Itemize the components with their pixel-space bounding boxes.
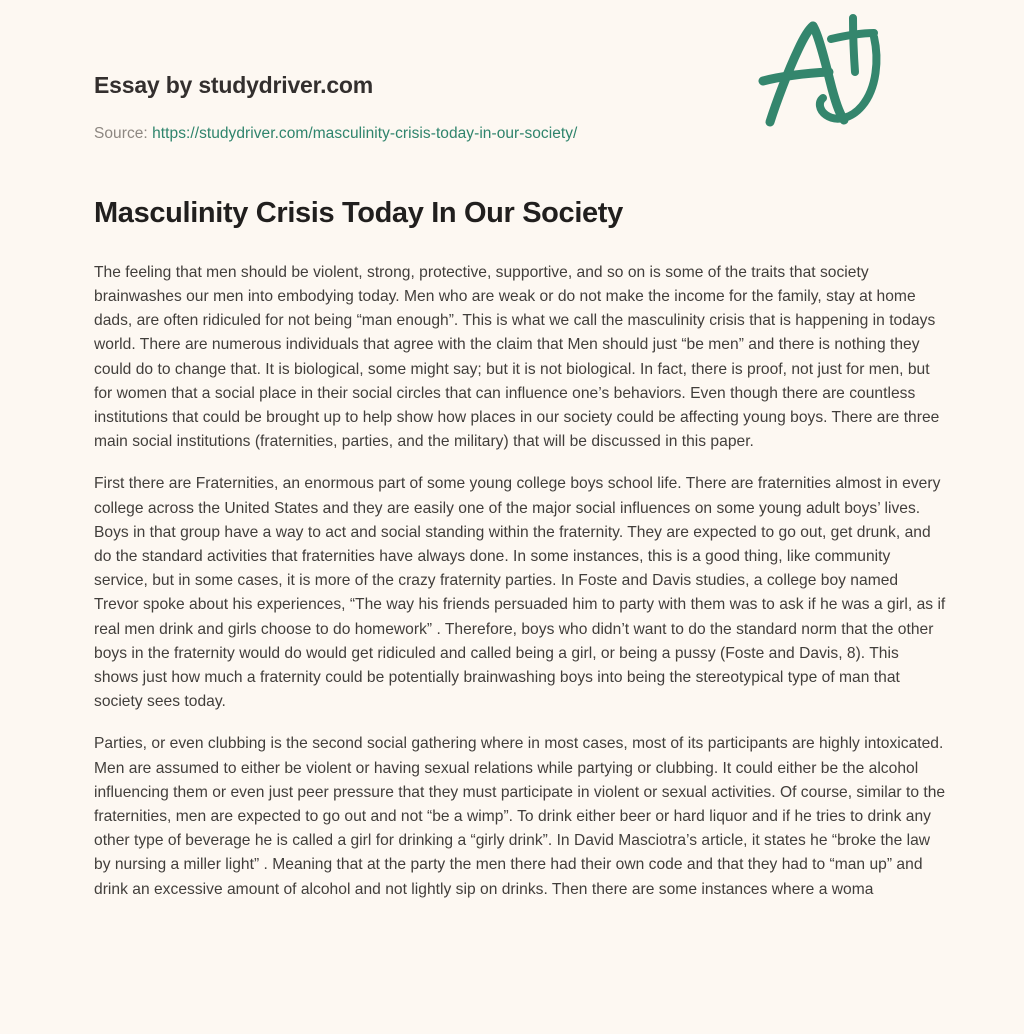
studydriver-a-plus-logo[interactable] [752,10,884,140]
paragraph: Parties, or even clubbing is the second social gathering where in most cases, most of its participants are highly intoxicated. Men are assumed to either be violent or having sexual relations while partying or clubbing. It could either be the alcohol influencing them or even just peer pressure that they must participate in violent or sexual activities. Of course, similar to the fraternities, men are expected to go out and not “be a wimp”. To drink either beer or hard liquor and if he tries to drink any other type of beverage he is called a girl for drinking a “girly drink”. In David Masciotra’s article, it states he “broke the law by nursing a miller light” . Meaning that at the party the men there had their own code and that they had to “man up” and drink an excessive amount of alcohol and not lightly sip on drinks. Then there are some instances where a woma [94,735,946,898]
source-line [94,125,577,143]
page-header [94,0,946,196]
a-plus-icon [752,10,884,140]
paragraph: First there are Fraternities, an enormous part of some young college boys school life. There are fraternities almost in every college across the United States and they are easily one of the major social influences on some young adult boys’ lives. Boys in that group have a way to act and social standing within the fraternity. They are expected to go out, get drunk, and do the standard activities that fraternities have always done. In some instances, this is a good thing, like community service, but in some cases, it is more of the crazy fraternity parties. In Foste and Davis studies, a college boy named Trevor spoke about his experiences, “The way his friends persuaded him to party with them was to ask if he was a girl, as if real men drink and girls choose to do homework” . Therefore, boys who didn’t want to do the standard norm that the other boys in the fraternity would do would get ridiculed and called being a girl, or being a pussy (Foste and Davis, 8). This shows just how much a fraternity could be potentially brainwashing boys into being the stereotypical type of man that society sees today. [94,475,946,711]
source-label: Source: [94,125,148,142]
page-title: Masculinity Crisis Today In Our Society [94,197,623,229]
article-body [94,261,946,902]
essay-attribution: Essay by studydriver.com [94,72,374,98]
source-url-link[interactable]: https://studydriver.com/masculinity-crisis-today-in-our-society/ [152,125,578,142]
paragraph: The feeling that men should be violent, strong, protective, supportive, and so on is some of the traits that society brainwashes our men into embodying today. Men who are weak or do not make the income for the family, stay at home dads, are often ridiculed for not being “man enough”. This is what we call the masculinity crisis that is happening in todays world. There are numerous individuals that agree with the claim that Men should just “be men” and there is nothing they could do to change that. It is biological, some might say; but it is not biological. In fact, there is proof, not just for men, but for women that a social place in their social circles that can influence one’s behaviors. Even though there are countless institutions that could be brought up to help show how places in our society could be affecting young boys. There are three main social institutions (fraternities, parties, and the military) that will be discussed in this paper. [94,263,940,451]
